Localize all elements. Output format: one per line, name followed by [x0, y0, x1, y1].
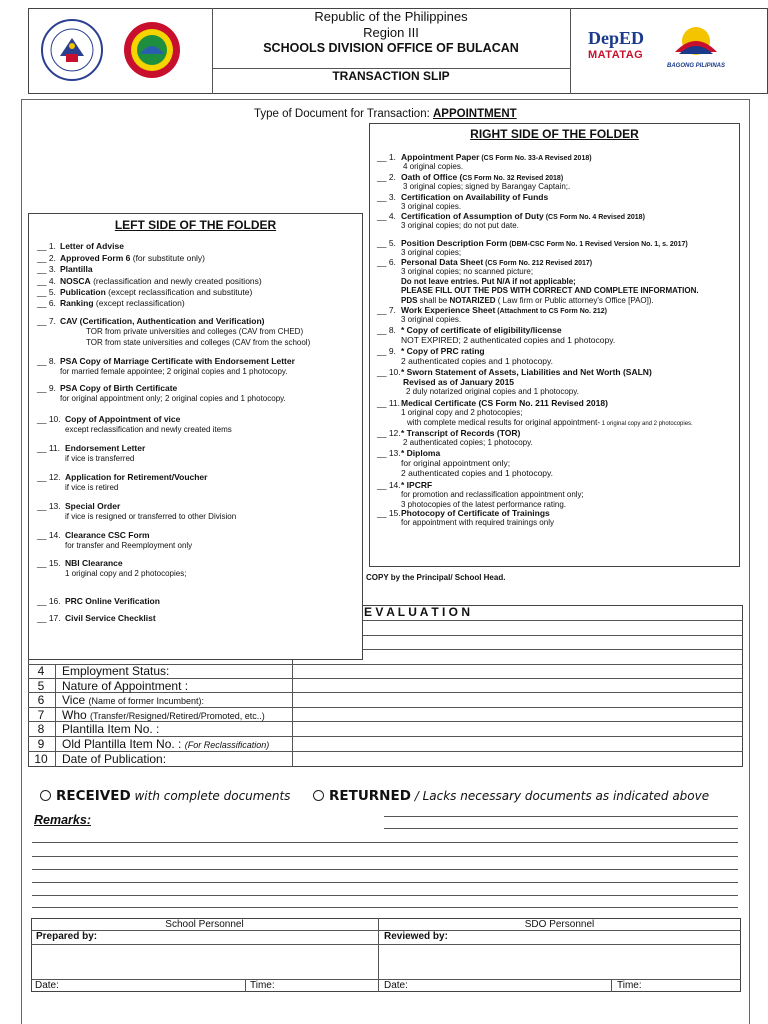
left-item-detail: for married female appointee; 2 original copies and 1 photocopy.: [60, 367, 288, 376]
left-item-title-line: [60, 356, 295, 366]
left-item-note: (except reclassification): [93, 298, 185, 308]
left-item-number[interactable]: __ 17.: [37, 613, 61, 623]
left-item-number[interactable]: __ 1.: [37, 241, 56, 251]
right-item-detail: for promotion and reclassification appointment only;: [401, 490, 584, 499]
returned-note: / Lacks necessary documents as indicated above: [410, 789, 710, 803]
right-item-number[interactable]: __ 11.: [377, 398, 401, 408]
remarks-line[interactable]: [32, 869, 738, 870]
left-item-title: Special Order: [65, 501, 121, 511]
evaluation-row-number: 10: [34, 751, 48, 766]
right-item-detail: 2 authenticated copies and 1 photocopy.: [401, 467, 554, 478]
right-item-detail: for original appointment only;: [401, 458, 511, 468]
reviewed-by-label: Reviewed by:: [384, 931, 448, 942]
left-item-number[interactable]: __ 15.: [37, 558, 61, 568]
remarks-label: Remarks:: [34, 813, 91, 827]
right-item-title: * Sworn Statement of Assets, Liabilities and Net Worth (SALN): [401, 367, 652, 377]
right-item-title: * IPCRF: [401, 480, 433, 490]
left-item-title: NBI Clearance: [65, 558, 123, 568]
left-item-title-line: [65, 501, 120, 511]
right-item-detail-part: shall be: [417, 295, 450, 305]
left-item-title: CAV (Certification, Authentication and Verification): [60, 316, 265, 326]
returned-radio[interactable]: [313, 790, 324, 801]
evaluation-row-value-field[interactable]: [293, 679, 741, 692]
left-item-title-line: [65, 530, 150, 540]
right-item-form-ref: (CS Form No. 212 Revised 2017): [483, 260, 593, 267]
evaluation-row: [28, 679, 743, 694]
right-item-detail: 3 original copies; no scanned picture;: [401, 267, 534, 276]
evaluation-row: [28, 708, 743, 723]
right-item-number[interactable]: __ 10.: [377, 367, 401, 377]
right-item-detail: 3 original copies; do not put date.: [401, 221, 519, 230]
remarks-line[interactable]: [32, 882, 738, 883]
right-item-form-ref: CS Form No. 32 Revised 2018): [462, 175, 564, 182]
right-item-number[interactable]: __ 13.: [377, 448, 401, 458]
received-radio[interactable]: [40, 790, 51, 801]
evaluation-row-value-field[interactable]: [293, 693, 741, 706]
left-item-title: Letter of Advise: [60, 241, 124, 251]
left-item-number[interactable]: __ 10.: [37, 414, 61, 424]
evaluation-row-label-text: Plantilla Item No. :: [62, 722, 160, 737]
evaluation-row-label-text: Date of Publication:: [62, 751, 167, 766]
right-item-title: * Diploma: [401, 448, 441, 458]
evaluation-row: [28, 693, 743, 708]
left-item-number[interactable]: __ 11.: [37, 443, 61, 453]
left-item-title-line: [65, 472, 207, 482]
header-line-region: Region III: [363, 25, 419, 40]
evaluation-row-label: [62, 693, 204, 707]
evaluation-row-label: [62, 752, 166, 766]
right-item-title: Certification of Assumption of Duty: [401, 211, 544, 221]
remarks-line[interactable]: [32, 856, 738, 857]
left-item-number[interactable]: __ 12.: [37, 472, 61, 482]
header-divider-right: [570, 8, 571, 94]
evaluation-row-note: (Transfer/Resigned/Retired/Promoted, etc..): [90, 710, 265, 721]
right-item-number[interactable]: __ 8.: [377, 325, 396, 335]
evaluation-row-label: [62, 708, 265, 722]
left-item-detail: if vice is resigned or transferred to other Division: [65, 512, 237, 521]
right-item-detail: [407, 418, 693, 429]
left-item-number[interactable]: __ 6.: [37, 298, 56, 308]
right-item-number[interactable]: __ 14.: [377, 480, 401, 490]
left-item-title-line: [60, 276, 262, 286]
left-item-title-line: [60, 316, 265, 326]
received-note: with complete documents: [130, 789, 291, 803]
document-type-label: Type of Document for Transaction:: [254, 108, 433, 120]
left-item-number[interactable]: __ 7.: [37, 316, 56, 326]
left-item-note: (except reclassification and substitute): [105, 287, 253, 297]
header-line-sdo: SCHOOLS DIVISION OFFICE OF BULACAN: [263, 41, 519, 55]
right-item-detail-part: with complete medical results for original appointment-: [407, 417, 600, 427]
left-item-title-line: [65, 596, 160, 606]
school-date-field[interactable]: Date:: [35, 980, 59, 991]
left-item-note: (for substitute only): [130, 253, 206, 263]
evaluation-row-label-text: Vice: [62, 693, 89, 708]
left-item-title: NOSCA: [60, 276, 91, 286]
right-item-detail: 2 authenticated copies and 1 photocopy.: [401, 356, 554, 366]
evaluation-row-label: [62, 737, 269, 751]
left-item-detail: 1 original copy and 2 photocopies;: [65, 569, 187, 578]
right-item-detail: Do not leave entries. Put N/A if not applicable;: [401, 276, 576, 286]
left-item-number[interactable]: __ 3.: [37, 264, 56, 274]
evaluation-row-label-text: Employment Status:: [62, 664, 170, 678]
evaluation-row-label-text: Old Plantilla Item No. :: [62, 737, 185, 751]
right-item-detail: PLEASE FILL OUT THE PDS WITH CORRECT AND COMPLETE INFORMATION.: [401, 286, 699, 295]
right-item-detail-part: ( Law firm or Public attorney's Office [PAO]).: [495, 295, 654, 305]
evaluation-title: E V A L U A T I O N: [364, 605, 471, 619]
right-item-number[interactable]: __ 7.: [377, 305, 396, 315]
evaluation-row: [28, 722, 743, 737]
bagong-pilipinas-text: BAGONG PILIPINAS: [666, 63, 725, 69]
evaluation-row-value-field[interactable]: [293, 752, 741, 765]
left-item-detail: if vice is transferred: [65, 454, 135, 463]
evaluation-row-label: [62, 679, 188, 693]
matatag-wordmark: MATATAG: [588, 49, 644, 61]
right-item-title: Medical Certificate (CS Form No. 211 Revised 2018): [401, 398, 608, 408]
document-type-value: APPOINTMENT: [432, 108, 517, 120]
right-item-title: Oath of Office (: [401, 172, 463, 182]
remarks-line[interactable]: [384, 816, 738, 817]
bagong-pilipinas-logo: [662, 24, 730, 74]
sdo-date-field[interactable]: Date:: [384, 980, 408, 991]
prepared-by-label: Prepared by:: [36, 931, 98, 942]
evaluation-row-number: 7: [37, 707, 45, 722]
left-item-number[interactable]: __ 9.: [37, 383, 56, 393]
right-item-title: Work Experience Sheet: [401, 305, 496, 315]
right-item-title: * Transcript of Records (TOR): [401, 428, 521, 438]
left-item-detail: TOR from private universities and colleges (CAV from CHED): [86, 327, 304, 336]
remarks-line[interactable]: [384, 828, 738, 829]
left-folder-title: LEFT SIDE OF THE FOLDER: [114, 218, 277, 232]
left-item-number[interactable]: __ 8.: [37, 356, 56, 366]
status-line: [40, 788, 709, 804]
left-item-title: Clearance CSC Form: [65, 530, 150, 540]
right-item-detail: 2 duly notarized original copies and 1 photocopy.: [406, 386, 579, 396]
left-item-title: PSA Copy of Birth Certificate: [60, 383, 178, 393]
deped-seal-logo: [40, 18, 104, 82]
left-item-note: (reclassification and newly created positions): [90, 276, 262, 286]
left-item-number[interactable]: __ 14.: [37, 530, 61, 540]
deped-wordmark: DepED: [588, 28, 645, 48]
right-item-form-ref: (CS Form No. 33-A Revised 2018): [479, 155, 592, 162]
right-item-title: Appointment Paper: [401, 152, 480, 162]
left-item-detail: except reclassification and newly created items: [65, 425, 232, 434]
evaluation-row-value-field[interactable]: [293, 664, 741, 677]
right-folder-title: RIGHT SIDE OF THE FOLDER: [470, 127, 639, 141]
right-item-form-ref: (CS Form No. 4 Revised 2018): [543, 214, 645, 221]
evaluation-row-note: (For Reclassification): [184, 740, 270, 750]
evaluation-row-number: 4: [37, 664, 45, 678]
reviewed-signature-area[interactable]: [379, 945, 740, 978]
left-item-title-line: [65, 443, 145, 453]
slip-title: TRANSACTION SLIP: [332, 69, 450, 83]
right-item-detail: for appointment with required trainings only: [401, 518, 554, 527]
remarks-line[interactable]: [32, 842, 738, 843]
left-item-title-line: [65, 613, 156, 623]
signoff-divider: [611, 979, 612, 992]
evaluation-row-note: (Name of former Incumbent):: [88, 696, 205, 707]
left-item-title-line: [65, 414, 180, 424]
evaluation-row: [28, 752, 743, 767]
left-item-number[interactable]: __ 5.: [37, 287, 56, 297]
evaluation-row-number: 5: [37, 678, 45, 693]
right-item-detail: 1 original copy and 2 photocopies;: [401, 408, 523, 417]
right-item-number[interactable]: __ 12.: [377, 428, 401, 438]
signoff-divider: [245, 979, 246, 992]
right-item-number[interactable]: __ 4.: [377, 211, 396, 221]
evaluation-row: [28, 664, 743, 679]
school-personnel-header: School Personnel: [165, 919, 244, 930]
right-item-number[interactable]: __ 6.: [377, 257, 396, 267]
evaluation-row-label: [62, 664, 169, 678]
right-item-title: Certification on Availability of Funds: [401, 192, 549, 202]
left-item-title: PRC Online Verification: [65, 596, 160, 606]
left-item-title-line: [60, 264, 93, 274]
right-item-form-ref: (Attachment to CS Form No. 212): [495, 308, 607, 315]
sdo-personnel-header: SDO Personnel: [524, 919, 595, 930]
right-item-detail-part: 1 original copy and 2 photocopies.: [599, 420, 693, 427]
left-item-number[interactable]: __ 2.: [37, 253, 56, 263]
evaluation-row-value-field[interactable]: [293, 708, 741, 721]
evaluation-row-number: 8: [37, 722, 45, 737]
left-item-title: Publication: [60, 287, 106, 297]
left-item-title: Civil Service Checklist: [65, 613, 156, 623]
document-type-line: [254, 108, 517, 120]
right-item-detail: 2 authenticated copies; 1 photocopy.: [403, 438, 533, 447]
left-item-title-line: [60, 298, 185, 308]
evaluation-row-label-text: Nature of Appointment :: [62, 678, 189, 693]
remarks-line[interactable]: [32, 907, 738, 908]
right-item-number[interactable]: __ 9.: [377, 346, 396, 356]
left-item-detail: if vice is retired: [65, 483, 119, 492]
right-item-detail: 4 original copies.: [403, 162, 464, 171]
left-item-detail: for transfer and Reemployment only: [65, 541, 193, 550]
right-item-number[interactable]: __ 15.: [377, 508, 401, 518]
right-item-title: * Copy of certificate of eligibility/license: [401, 325, 562, 335]
remarks-line[interactable]: [32, 895, 738, 896]
left-item-title: Plantilla: [60, 264, 93, 274]
sdo-bulacan-seal-logo: [122, 20, 182, 80]
school-time-field[interactable]: Time:: [250, 980, 275, 991]
right-item-detail: Revised as of January 2015: [403, 377, 515, 387]
evaluation-row-label: [62, 722, 159, 736]
deped-matatag-logo: [588, 28, 656, 72]
left-item-title: Ranking: [60, 298, 94, 308]
left-item-title: PSA Copy of Marriage Certificate with Endorsement Letter: [60, 356, 295, 366]
right-item-number[interactable]: __ 3.: [377, 192, 396, 202]
left-item-number[interactable]: __ 16.: [37, 596, 61, 606]
left-item-detail: TOR from state universities and colleges (CAV from the school): [86, 338, 311, 347]
left-item-title-line: [65, 558, 123, 568]
left-item-title-line: [60, 253, 205, 263]
left-item-detail: for original appointment only; 2 original copies and 1 photocopy.: [60, 394, 286, 403]
left-item-title: Approved Form 6: [60, 253, 131, 263]
sdo-time-field[interactable]: Time:: [617, 980, 642, 991]
right-item-number[interactable]: __ 2.: [377, 172, 396, 182]
right-item-detail: 3 original copies;: [401, 248, 462, 257]
prepared-signature-area[interactable]: [32, 945, 377, 978]
right-item-form-ref: (DBM-CSC Form No. 1 Revised Version No. 1, s. 2017): [507, 241, 688, 248]
right-item-title: Position Description Form: [401, 238, 508, 248]
right-item-detail-part: NOTARIZED: [449, 295, 496, 305]
right-item-detail-part: PDS: [401, 295, 418, 305]
right-item-detail: 3 original copies.: [401, 202, 462, 211]
left-item-number[interactable]: __ 4.: [37, 276, 56, 286]
left-item-title: Copy of Appointment of vice: [65, 414, 181, 424]
right-item-title: * Copy of PRC rating: [401, 346, 485, 356]
right-item-number[interactable]: __ 1.: [377, 152, 396, 162]
right-item-title: Personal Data Sheet: [401, 257, 484, 267]
evaluation-row-label-text: Who: [62, 707, 91, 722]
evaluation-row-number: 6: [37, 693, 45, 708]
right-folder-footnote: COPY by the Principal/ School Head.: [366, 573, 506, 582]
right-item-detail: 3 photocopies of the latest performance rating.: [401, 499, 566, 509]
evaluation-row-value-field[interactable]: [293, 737, 741, 750]
left-item-title: Application for Retirement/Voucher: [65, 472, 208, 482]
left-item-title-line: [60, 241, 124, 251]
returned-label: RETURNED: [329, 788, 411, 804]
left-item-title-line: [60, 383, 177, 393]
right-item-detail: 3 original copies.: [401, 315, 462, 324]
left-item-title-line: [60, 287, 252, 297]
received-label: RECEIVED: [56, 788, 131, 804]
left-item-number[interactable]: __ 13.: [37, 501, 61, 511]
left-item-title: Endorsement Letter: [65, 443, 146, 453]
right-item-number[interactable]: __ 5.: [377, 238, 396, 248]
header-line-republic: Republic of the Philippines: [314, 9, 468, 24]
right-item-detail: NOT EXPIRED; 2 authenticated copies and 1 photocopy.: [401, 335, 616, 345]
right-item-detail: [401, 296, 654, 306]
right-item-title: Photocopy of Certificate of Trainings: [401, 508, 550, 518]
evaluation-row-number: 9: [37, 737, 45, 751]
evaluation-row: [28, 737, 743, 752]
evaluation-row-value-field[interactable]: [293, 722, 741, 735]
right-item-detail: 3 original copies; signed by Barangay Captain;.: [403, 182, 571, 191]
